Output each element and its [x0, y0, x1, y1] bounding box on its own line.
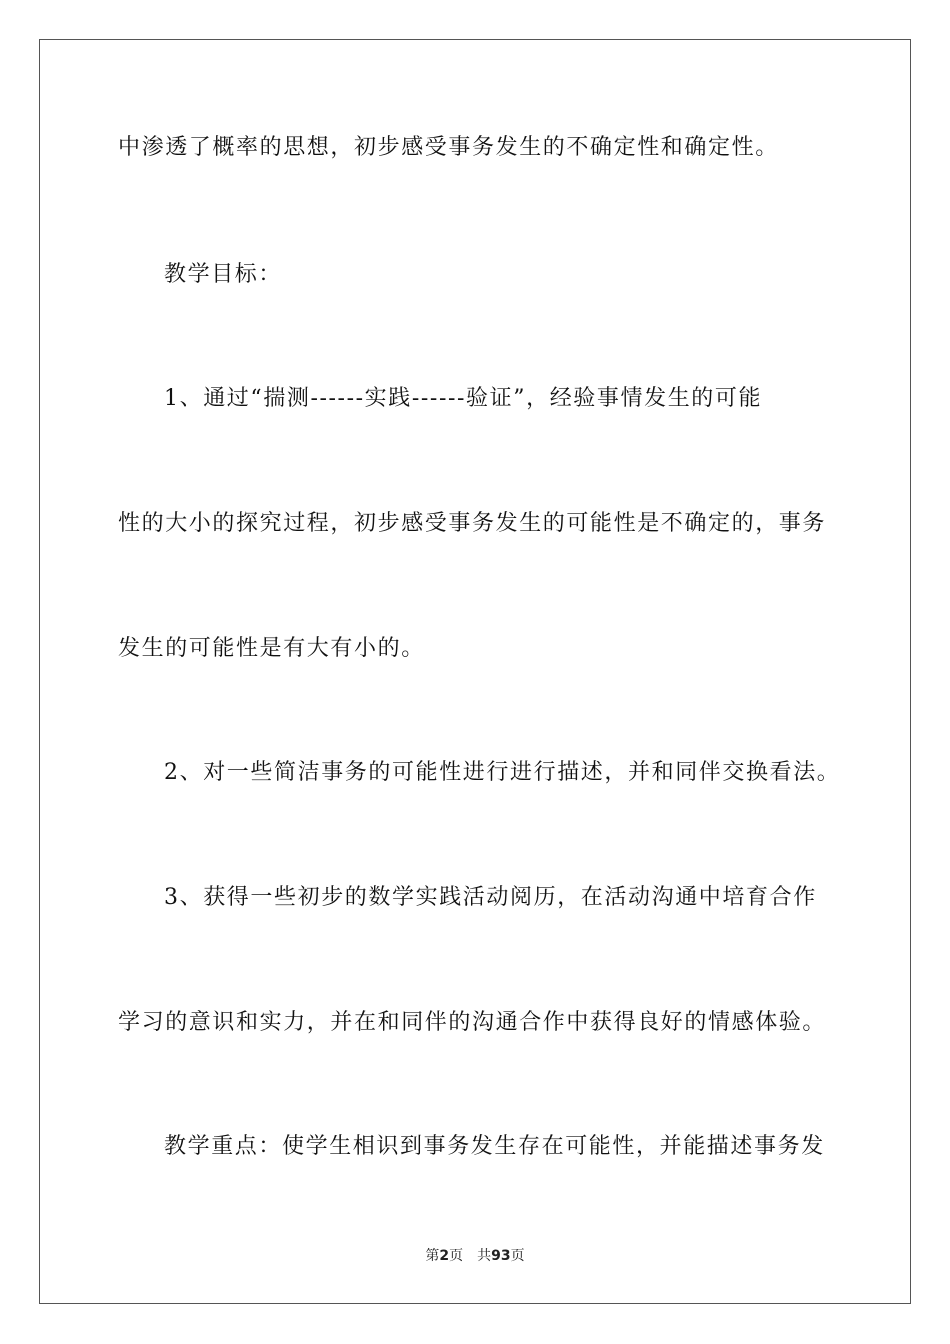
- footer-total-prefix: 共: [477, 1248, 492, 1264]
- footer-page-suffix: 页: [449, 1248, 464, 1264]
- footer-total-suffix: 页: [510, 1248, 525, 1264]
- page-footer: [0, 1247, 950, 1265]
- body-line-9: 教学重点：使学生相识到事务发生存在可能性，并能描述事务发: [164, 1134, 825, 1159]
- body-line-6: 2、对一些简洁事务的可能性进行进行描述，并和同伴交换看法。: [164, 760, 841, 785]
- body-line-3: 1、通过“揣测------实践------验证”，经验事情发生的可能: [164, 386, 763, 411]
- body-line-5: 发生的可能性是有大有小的。: [118, 636, 425, 661]
- footer-page-prefix: 第: [425, 1248, 440, 1264]
- body-line-8: 学习的意识和实力，并在和同伴的沟通合作中获得良好的情感体验。: [118, 1010, 827, 1035]
- section-heading-objectives: 教学目标：: [164, 262, 283, 287]
- body-line-1: 中渗透了概率的思想，初步感受事务发生的不确定性和确定性。: [118, 135, 779, 160]
- footer-total-pages: 93: [491, 1248, 511, 1264]
- body-line-7: 3、获得一些初步的数学实践活动阅历，在活动沟通中培育合作: [164, 885, 817, 910]
- body-line-4: 性的大小的探究过程，初步感受事务发生的可能性是不确定的，事务: [118, 511, 827, 536]
- page-border: [39, 39, 911, 1304]
- footer-page-number: 2: [439, 1248, 450, 1264]
